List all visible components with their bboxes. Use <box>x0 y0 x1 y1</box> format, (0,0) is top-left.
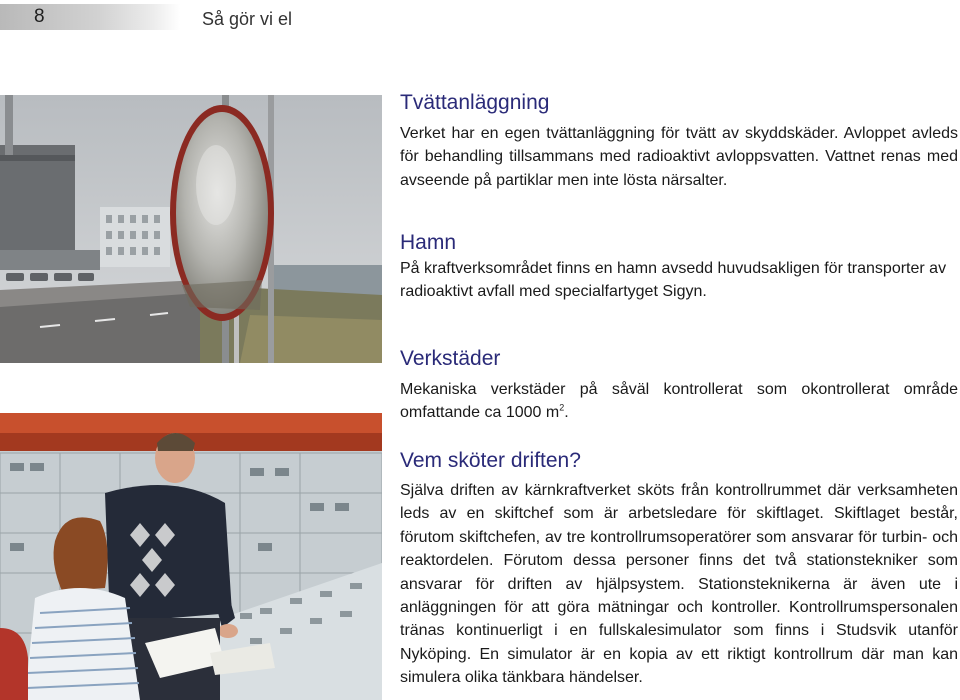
superscript-2: 2 <box>559 403 565 414</box>
section-heading-vem-skoter-driften: Vem sköter driften? <box>400 449 581 472</box>
page-number: 8 <box>34 6 45 27</box>
section-heading-tvattanlaggning: Tvättanläggning <box>400 91 550 114</box>
control-room-photo <box>0 413 382 700</box>
verkstader-tail: . <box>564 404 569 422</box>
section-heading-hamn: Hamn <box>400 231 457 254</box>
section-body-hamn: På kraftverksområdet finns en hamn avsedd huvudsakligen för transporter av radioaktivt avfall med specialfartyget Sigyn. <box>400 260 947 301</box>
section-heading-verkstader: Verkstäder <box>400 347 501 370</box>
page-number-band <box>0 4 180 30</box>
section-body-tvattanlaggning: Verket har en egen tvättanläggning för tvätt av skyddskäder. Avloppet avleds för behandling tillsammans med radioaktivt avloppsvatten. Vattnet renas med avseende på partiklar men inte lösta närsalter. <box>400 125 958 189</box>
running-title: Så gör vi el <box>202 9 293 29</box>
traffic-mirror-photo <box>0 95 382 363</box>
section-body-verkstader <box>400 378 958 425</box>
page-header <box>0 4 960 30</box>
section-body-vem-skoter-driften: Själva driften av kärnkraftverket sköts från kontrollrummet där verksamheten leds av en skiftchef som är arbetsledare för skiftlaget. Skiftlaget består, förutom skiftchefen, av tre kontrollrumsoperatörer som ansvarar för turbin- och reaktordelen. Förutom dessa personer finns det två stationstekniker som ansvarar för driften av hjälpsystem. Stationsteknikerna är även ute i anläggningen för att göra mätningar och kontroller. Kontrollrumspersonalen tränas kontinuerligt i en fullskalesimulator som finns i Studsvik utanför Nyköping. En simulator är en kopia av ett riktigt kontrollrum där man kan simulera olika tänkbara händelser. <box>400 482 958 687</box>
verkstader-text: Mekaniska verkstäder på såväl kontrollerat som okontrollerat område omfattande ca 1000 m <box>400 381 958 422</box>
